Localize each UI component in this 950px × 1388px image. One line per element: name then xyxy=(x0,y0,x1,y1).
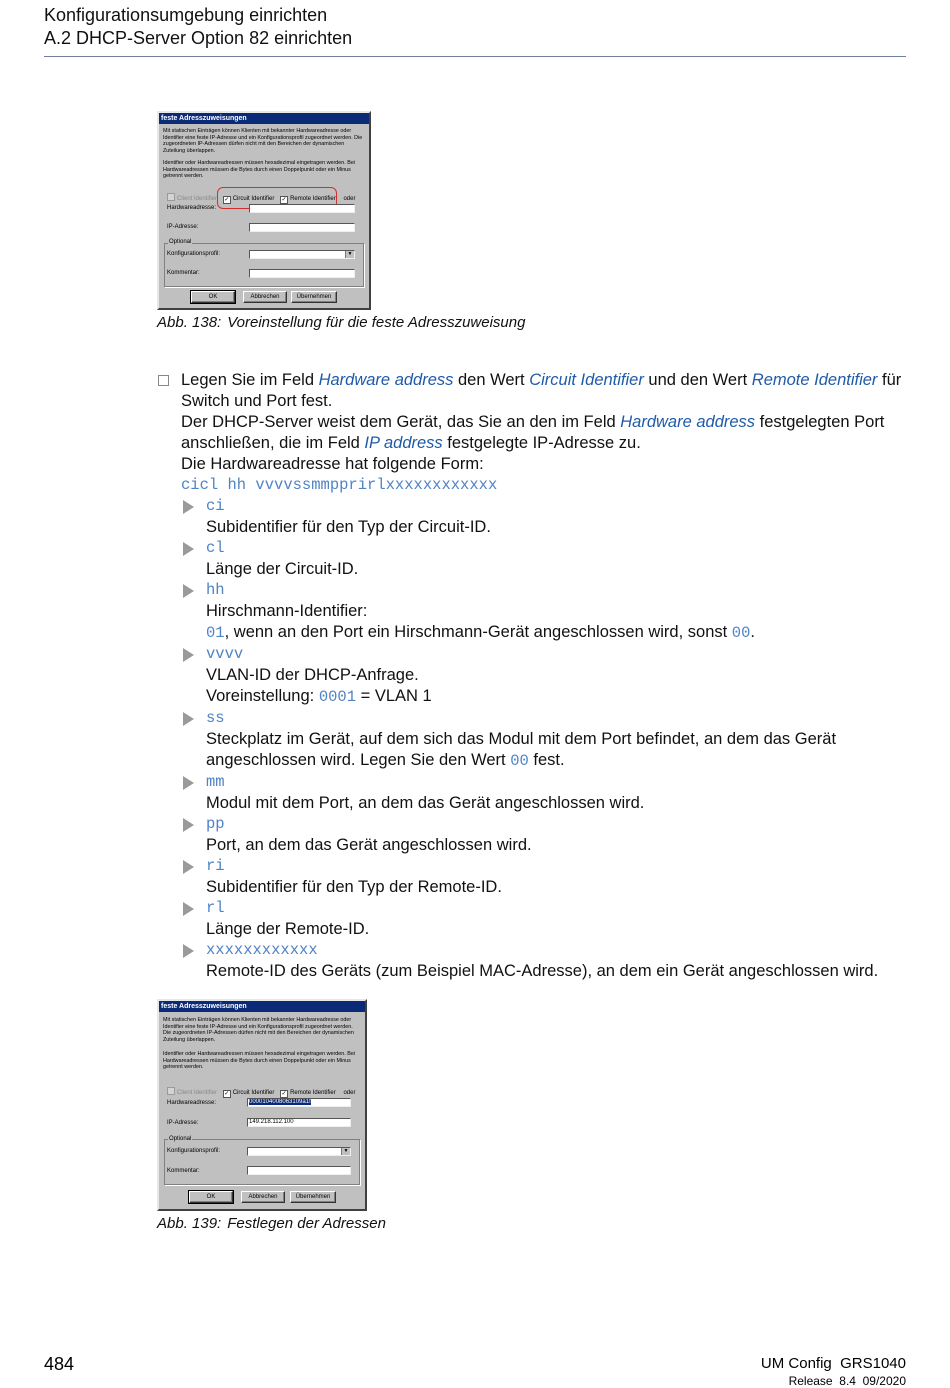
field-code: ri xyxy=(206,857,225,875)
caption-text: Festlegen der Adressen xyxy=(227,1215,386,1232)
cancel-button[interactable]: Abbrechen xyxy=(243,291,287,303)
field-description: Remote-ID des Geräts (zum Beispiel MAC-Adresse), an dem ein Gerät angeschlossen wird. xyxy=(206,962,879,980)
triangle-bullet-icon xyxy=(183,776,194,790)
cancel-button[interactable]: Abbrechen xyxy=(241,1191,285,1203)
release-info: Release 8.4 09/2020 xyxy=(788,1374,906,1388)
figure-caption-139 xyxy=(157,1215,386,1232)
circuit-identifier-label: Circuit Identifier xyxy=(232,1090,275,1096)
profile-select[interactable] xyxy=(247,1147,351,1156)
chevron-down-icon: ▼ xyxy=(345,251,354,258)
list-item xyxy=(181,580,911,644)
format-field-list xyxy=(181,496,911,982)
apply-button[interactable]: Übernehmen xyxy=(290,1191,336,1203)
remote-identifier-label: Remote Identifier xyxy=(290,196,336,202)
field-code: ci xyxy=(206,497,225,515)
list-item xyxy=(181,644,911,708)
comment-input[interactable] xyxy=(249,269,355,278)
dialog-screenshot-filled xyxy=(157,999,367,1211)
field-description: Länge der Circuit-ID. xyxy=(206,560,359,578)
field-code: xxxxxxxxxxxx xyxy=(206,941,318,959)
caption-number: Abb. 139: xyxy=(157,1215,222,1232)
ip-address-label: IP-Adresse: xyxy=(167,1120,199,1126)
client-identifier-label: Client Identifier xyxy=(177,196,218,202)
apply-button[interactable]: Übernehmen xyxy=(291,291,337,303)
field-description-detail: 01, wenn an den Port ein Hirschmann-Gerät angeschlossen wird, sonst 00. xyxy=(206,623,755,642)
field-code: mm xyxy=(206,773,225,791)
triangle-bullet-icon xyxy=(183,818,194,832)
triangle-bullet-icon xyxy=(183,500,194,514)
chevron-down-icon: ▼ xyxy=(341,1148,350,1155)
dialog-title: feste Adresszuweisungen xyxy=(159,113,369,124)
comment-input[interactable] xyxy=(247,1166,351,1175)
instruction-checkbox-icon xyxy=(158,375,169,386)
triangle-bullet-icon xyxy=(183,902,194,916)
optional-group xyxy=(164,1139,360,1185)
optional-group-label: Optional xyxy=(169,1136,192,1142)
field-description: Steckplatz im Gerät, auf dem sich das Modul mit dem Port befindet, an dem das Gerät angeschlossen wird. Legen Sie den Wert 00 fest. xyxy=(206,730,837,770)
instruction-paragraph-1: Legen Sie im Feld Hardware address den Wert Circuit Identifier und den Wert Remote Identifier für Switch und Port fest. xyxy=(181,371,902,410)
remote-identifier-label: Remote Identifier xyxy=(290,1090,336,1096)
address-format: cicl hh vvvvssmmpprirlxxxxxxxxxxxx xyxy=(181,476,498,494)
field-description: Länge der Remote-ID. xyxy=(206,920,370,938)
triangle-bullet-icon xyxy=(183,860,194,874)
keyword-hardware-address: Hardware address xyxy=(620,413,756,431)
field-code: hh xyxy=(206,581,225,599)
ip-address-input[interactable]: 149.218.112.100 xyxy=(247,1118,351,1127)
document-name: UM Config GRS1040 xyxy=(760,1355,906,1372)
field-description-detail: Voreinstellung: 0001 = VLAN 1 xyxy=(206,687,432,706)
field-code: pp xyxy=(206,815,225,833)
client-identifier-label: Client Identifier xyxy=(177,1090,218,1096)
circuit-identifier-label: Circuit Identifier xyxy=(232,196,275,202)
chapter-title: Konfigurationsumgebung einrichten xyxy=(44,5,328,25)
circuit-identifier-checkbox[interactable]: ✓ xyxy=(224,197,230,203)
figure-caption-138 xyxy=(157,314,525,331)
caption-number: Abb. 138: xyxy=(157,314,222,331)
instruction-paragraph-2: Der DHCP-Server weist dem Gerät, das Sie an den im Feld Hardware address festgelegten Port anschließen, die im Feld IP address festgelegte IP-Adresse zu. xyxy=(181,413,885,452)
dialog-description: Mit statischen Einträgen können Klienten mit bekannter Hardwareadresse oder Identifier eine feste IP-Adresse und ein Konfigurationsprofil zugeordnet werden. Die zugeordneten IP-Adressen dürfen nicht mit den Bereichen der dynamischen Zuteilung überlappen. xyxy=(163,128,363,154)
profile-label: Konfigurationsprofil: xyxy=(167,1148,221,1154)
list-item xyxy=(181,708,911,772)
page-number: 484 xyxy=(44,1354,75,1374)
caption-text: Voreinstellung für die feste Adresszuweisung xyxy=(227,314,526,331)
profile-label: Konfigurationsprofil: xyxy=(167,251,221,257)
field-description: Hirschmann-Identifier: xyxy=(206,602,368,620)
remote-identifier-checkbox[interactable]: ✓ xyxy=(281,197,287,203)
dialog-title: feste Adresszuweisungen xyxy=(159,1001,365,1012)
triangle-bullet-icon xyxy=(183,648,194,662)
dialog-description: Mit statischen Einträgen können Klienten mit bekannter Hardwareadresse oder Identifier eine feste IP-Adresse und ein Konfigurationsprofil zugeordnet werden. Die zugeordneten IP-Adressen dürfen nicht mit den Bereichen der dynamischen Zuteilung überlappen. xyxy=(163,1017,354,1043)
list-item xyxy=(181,814,911,856)
triangle-bullet-icon xyxy=(183,712,194,726)
list-item xyxy=(181,496,911,538)
list-item xyxy=(181,898,911,940)
remote-identifier-checkbox[interactable]: ✓ xyxy=(281,1091,287,1097)
field-description: Subidentifier für den Typ der Circuit-ID. xyxy=(206,518,491,536)
keyword-circuit-identifier: Circuit Identifier xyxy=(529,371,644,389)
triangle-bullet-icon xyxy=(183,584,194,598)
hardware-address-label: Hardwareadresse: xyxy=(167,205,217,211)
dialog-description-hex: Identifier oder Hardwareadressen müssen hexadezimal eingetragen werden. Bei Hardwareadressen müssen die Bytes durch einen Doppelpunkt oder ein Minus getrennt werden. xyxy=(163,1051,356,1071)
field-description: Subidentifier für den Typ der Remote-ID. xyxy=(206,878,502,896)
ip-address-input[interactable] xyxy=(249,223,355,232)
instruction-paragraph-3: Die Hardwareadresse hat folgende Form: xyxy=(181,455,484,473)
keyword-ip-address: IP address xyxy=(364,434,443,452)
ip-address-label: IP-Adresse: xyxy=(167,224,199,230)
identifier-row xyxy=(167,1087,355,1098)
keyword-hardware-address: Hardware address xyxy=(318,371,454,389)
field-code: rl xyxy=(206,899,225,917)
field-description: VLAN-ID der DHCP-Anfrage. xyxy=(206,666,419,684)
keyword-remote-identifier: Remote Identifier xyxy=(751,371,878,389)
list-item xyxy=(181,538,911,580)
or-label: oder xyxy=(343,1090,356,1096)
hardware-address-label: Hardwareadresse: xyxy=(167,1100,217,1106)
header-rule xyxy=(44,56,906,57)
list-item xyxy=(181,772,911,814)
list-item xyxy=(181,940,911,982)
circuit-identifier-checkbox[interactable]: ✓ xyxy=(224,1091,230,1097)
or-label: oder xyxy=(343,196,356,202)
dialog-description-hex: Identifier oder Hardwareadressen müssen hexadezimal eingetragen werden. Bei Hardwareadressen müssen die Bytes durch einen Doppelpunkt oder ein Minus getrennt werden. xyxy=(163,160,356,180)
optional-group-label: Optional xyxy=(169,239,192,245)
triangle-bullet-icon xyxy=(183,944,194,958)
comment-label: Kommentar: xyxy=(167,270,200,276)
hardware-address-input[interactable] xyxy=(249,204,355,213)
field-code: vvvv xyxy=(206,645,244,663)
dialog-screenshot-default xyxy=(157,111,371,310)
profile-select[interactable] xyxy=(249,250,355,259)
list-item xyxy=(181,856,911,898)
client-identifier-checkbox[interactable] xyxy=(167,1087,175,1095)
ok-button[interactable]: OK xyxy=(191,291,235,303)
field-code: ss xyxy=(206,709,225,727)
field-description: Port, an dem das Gerät angeschlossen wird. xyxy=(206,836,532,854)
section-title: A.2 DHCP-Server Option 82 einrichten xyxy=(44,28,353,48)
hardware-address-input[interactable] xyxy=(247,1098,351,1107)
comment-label: Kommentar: xyxy=(167,1168,200,1174)
client-identifier-checkbox[interactable] xyxy=(167,193,175,201)
ok-button[interactable]: OK xyxy=(189,1191,233,1203)
hardware-address-value: 0000104008063109a1f xyxy=(249,1099,311,1105)
triangle-bullet-icon xyxy=(183,542,194,556)
instruction-text xyxy=(181,370,911,496)
field-code: cl xyxy=(206,539,225,557)
field-description: Modul mit dem Port, an dem das Gerät angeschlossen wird. xyxy=(206,794,645,812)
